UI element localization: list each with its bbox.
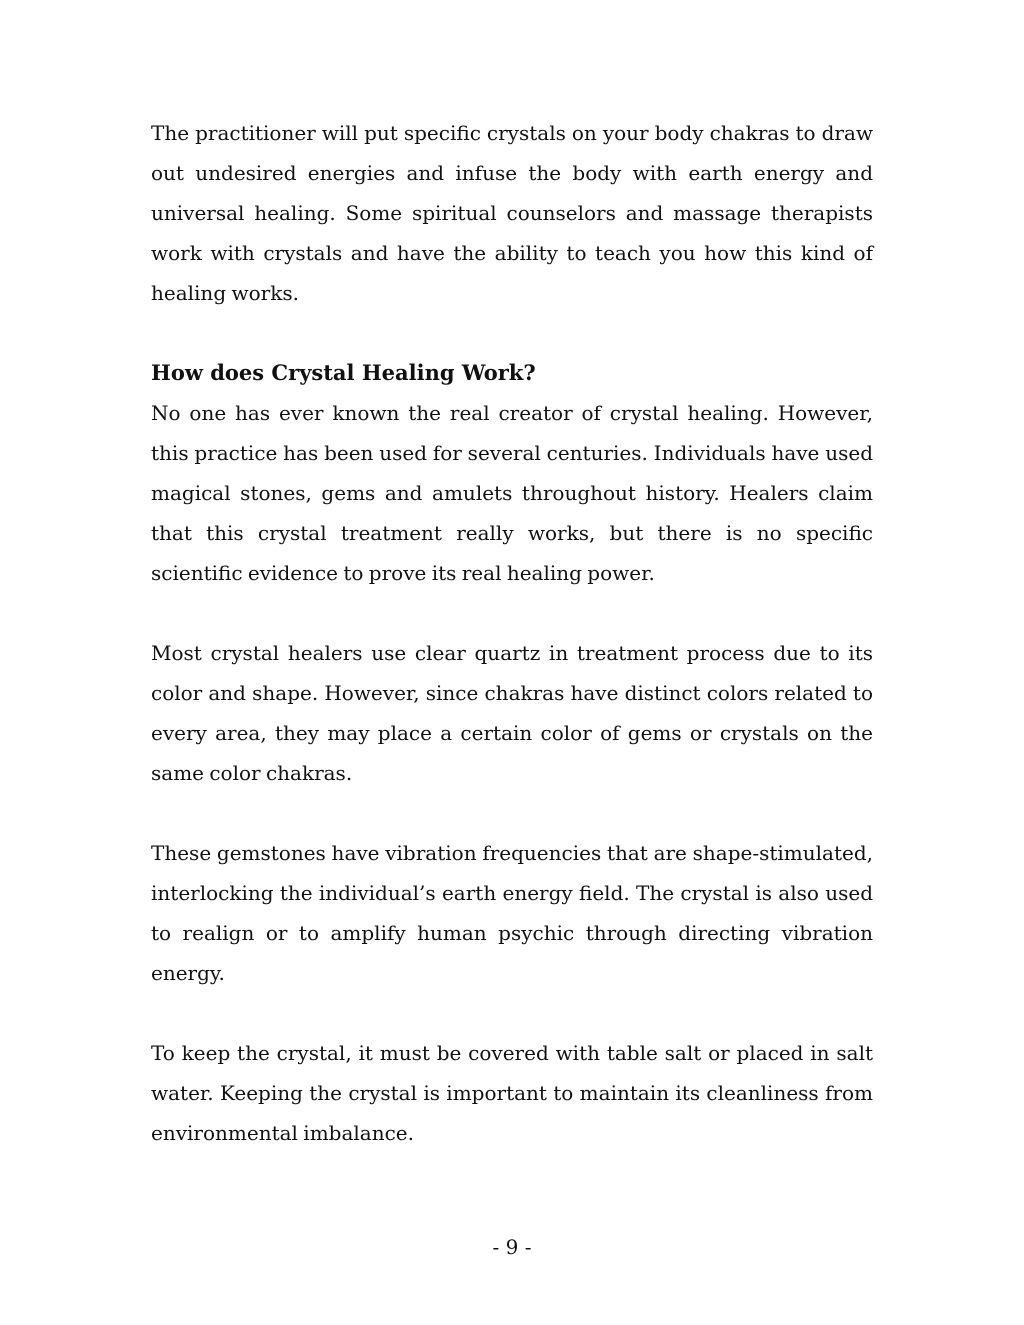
paragraph-spacer (151, 313, 873, 353)
intro-paragraph: The practitioner will put specific crystals on your body chakras to draw out undesired energies and infuse the body with earth energy and universal healing. Some spiritual counselors and massage therapists work with crystals and have the ability to teach you how this kind of healing works. (151, 121, 873, 305)
paragraph-spacer (151, 593, 873, 633)
section-paragraph-3: These gemstones have vibration frequencies that are shape-stimulated, interlocking the individual’s earth energy field. The crystal is also used to realign or to amplify human psychic through directing vibration energy. (151, 841, 873, 985)
page-number: - 9 - (492, 1235, 532, 1259)
paragraph-spacer (151, 993, 873, 1033)
section-paragraph-4: To keep the crystal, it must be covered with table salt or placed in salt water. Keeping the crystal is important to maintain its cleanliness from environmental imbalance. (151, 1041, 873, 1145)
paragraph-spacer (151, 793, 873, 833)
section-paragraph-2: Most crystal healers use clear quartz in treatment process due to its color and shape. However, since chakras have distinct colors related to every area, they may place a certain color of gems or crystals on the same color chakras. (151, 641, 873, 785)
section-paragraph-1: No one has ever known the real creator of crystal healing. However, this practice has been used for several centuries. Individuals have used magical stones, gems and amulets throughout history. Healers claim that this crystal treatment really works, but there is no specific scientific evidence to prove its real healing power. (151, 401, 873, 585)
page-body (151, 113, 873, 1153)
section-heading: How does Crystal Healing Work? (151, 360, 536, 385)
